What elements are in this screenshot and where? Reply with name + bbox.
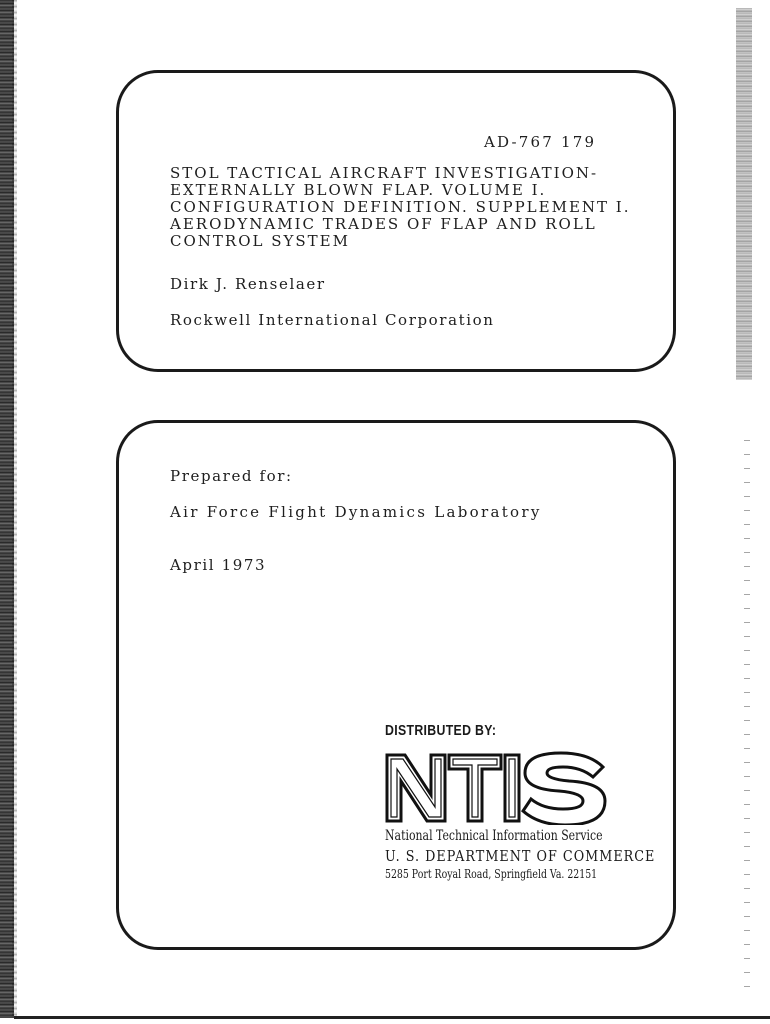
document-id: AD-767 179 (484, 133, 597, 151)
title-line: AERODYNAMIC TRADES OF FLAP AND ROLL (170, 215, 597, 233)
department-name: U. S. DEPARTMENT OF COMMERCE (385, 847, 656, 865)
sponsor: Air Force Flight Dynamics Laboratory (170, 503, 542, 521)
title-line: CONTROL SYSTEM (170, 232, 350, 250)
scan-left-edge (0, 0, 14, 1018)
author: Dirk J. Renselaer (170, 275, 326, 293)
ntis-address: 5285 Port Royal Road, Springfield Va. 22151 (385, 867, 598, 881)
prepared-for-label: Prepared for: (170, 467, 293, 485)
ntis-logo (383, 747, 613, 825)
distributed-by-label: DISTRIBUTED BY: (385, 722, 497, 739)
document-title (170, 165, 631, 250)
scan-right-artifacts (744, 440, 750, 1000)
organization: Rockwell International Corporation (170, 311, 495, 329)
scan-right-edge (736, 8, 752, 380)
bottom-rule (14, 1016, 770, 1019)
title-line: EXTERNALLY BLOWN FLAP. VOLUME I. (170, 181, 547, 199)
title-line: CONFIGURATION DEFINITION. SUPPLEMENT I. (170, 198, 631, 216)
ntis-name: National Technical Information Service (385, 828, 603, 844)
title-line: STOL TACTICAL AIRCRAFT INVESTIGATION- (170, 164, 599, 182)
publication-date: April 1973 (170, 556, 267, 574)
